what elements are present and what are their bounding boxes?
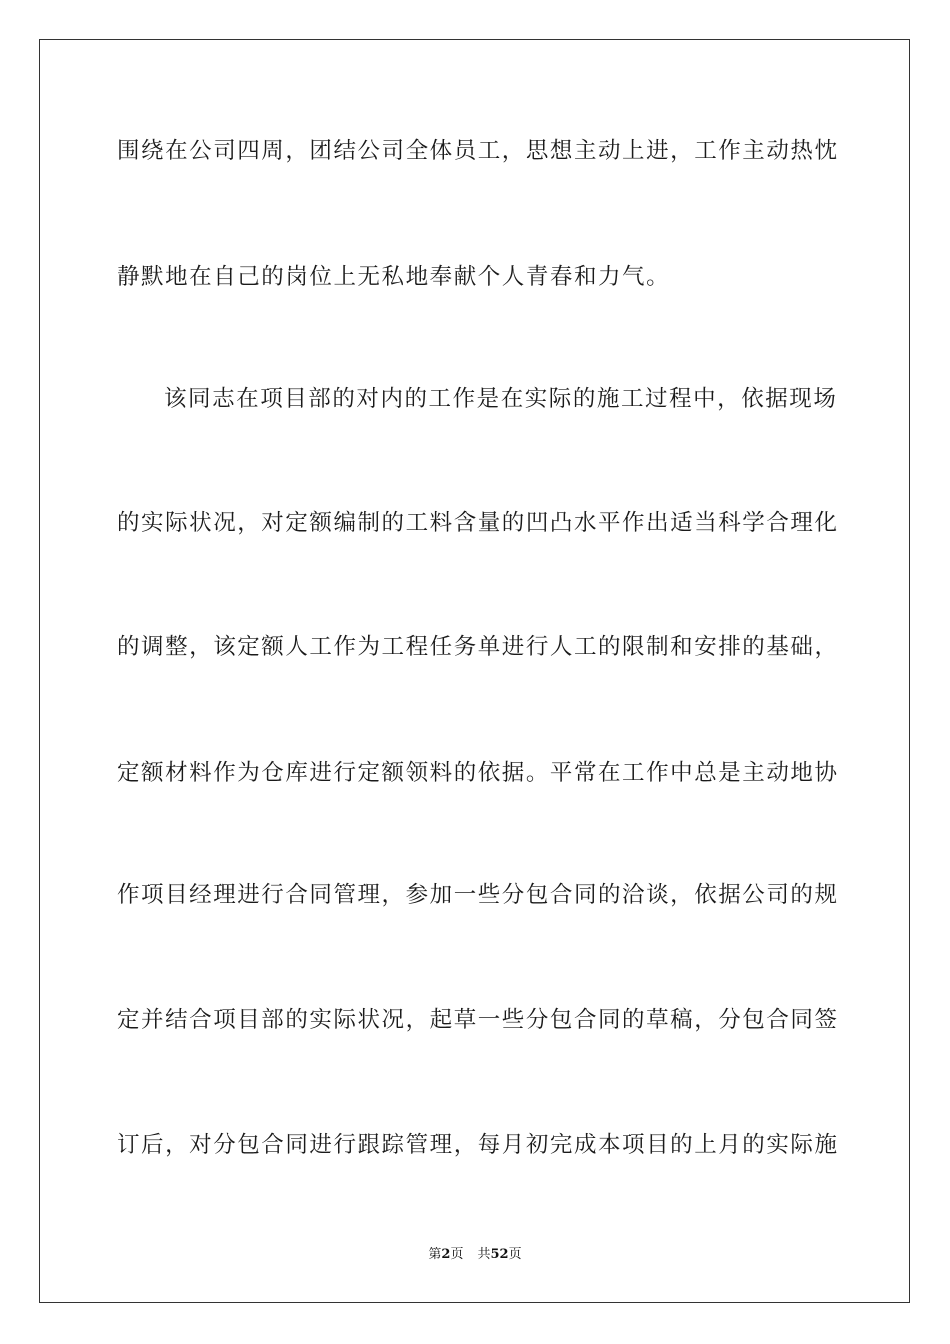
page-border	[39, 39, 910, 1303]
page-number: 2	[441, 1247, 451, 1262]
paragraph-line-5: 的调整，该定额人工作为工程任务单进行人工的限制和安排的基础，	[117, 634, 839, 660]
total-pages: 52	[490, 1247, 509, 1262]
paragraph-line-1: 围绕在公司四周，团结公司全体员工，思想主动上进，工作主动热忱	[117, 138, 839, 164]
paragraph-line-3: 该同志在项目部的对内的工作是在实际的施工过程中，依据现场	[164, 386, 838, 412]
paragraph-line-7: 作项目经理进行合同管理，参加一些分包合同的洽谈，依据公司的规	[117, 882, 839, 908]
page-prefix: 第	[428, 1247, 442, 1262]
total-prefix: 共	[477, 1247, 491, 1262]
paragraph-line-9: 订后，对分包合同进行跟踪管理，每月初完成本项目的上月的实际施	[117, 1132, 839, 1158]
page-suffix: 页	[450, 1247, 464, 1262]
total-suffix: 页	[508, 1247, 522, 1262]
page-footer	[0, 1246, 950, 1264]
paragraph-line-8: 定并结合项目部的实际状况，起草一些分包合同的草稿，分包合同签	[117, 1007, 839, 1033]
paragraph-line-4: 的实际状况，对定额编制的工料含量的凹凸水平作出适当科学合理化	[117, 510, 839, 536]
paragraph-line-6: 定额材料作为仓库进行定额领料的依据。平常在工作中总是主动地协	[117, 760, 839, 786]
paragraph-line-2: 静默地在自己的岗位上无私地奉献个人青春和力气。	[117, 264, 671, 290]
